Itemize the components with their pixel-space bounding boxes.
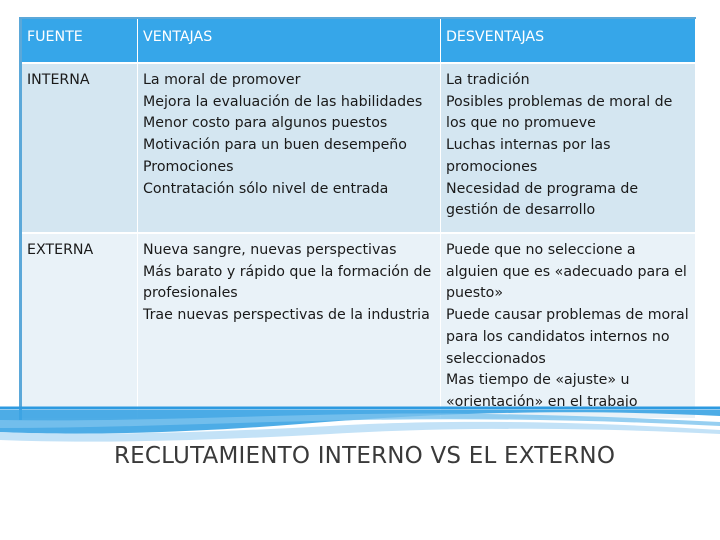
header-fuente: FUENTE — [21, 18, 138, 63]
table-row — [21, 63, 696, 233]
cell-desventajas: La tradición Posibles problemas de moral de los que no promueve Luchas internas por las promociones Necesidad de programa de gestión de desarrollo — [441, 63, 696, 233]
table-row — [21, 233, 696, 419]
header-desventajas: DESVENTAJAS — [441, 18, 696, 63]
header-ventajas: VENTAJAS — [138, 18, 441, 63]
cell-fuente: EXTERNA — [21, 233, 138, 419]
slide-title: RECLUTAMIENTO INTERNO VS EL EXTERNO — [114, 443, 616, 469]
cell-ventajas: Nueva sangre, nuevas perspectivas Más barato y rápido que la formación de profesionales Trae nuevas perspectivas de la industria — [138, 233, 441, 419]
cell-desventajas: Puede que no seleccione a alguien que es «adecuado para el puesto» Puede causar problemas de moral para los candidatos internos no seleccionados Mas tiempo de «ajuste» u «orientación» en el trabajo — [441, 233, 696, 419]
cell-ventajas: La moral de promover Mejora la evaluación de las habilidades Menor costo para algunos puestos Motivación para un buen desempeño Promociones Contratación sólo nivel de entrada — [138, 63, 441, 233]
comparison-table — [19, 17, 696, 420]
table-header-row — [21, 18, 696, 63]
cell-fuente: INTERNA — [21, 63, 138, 233]
